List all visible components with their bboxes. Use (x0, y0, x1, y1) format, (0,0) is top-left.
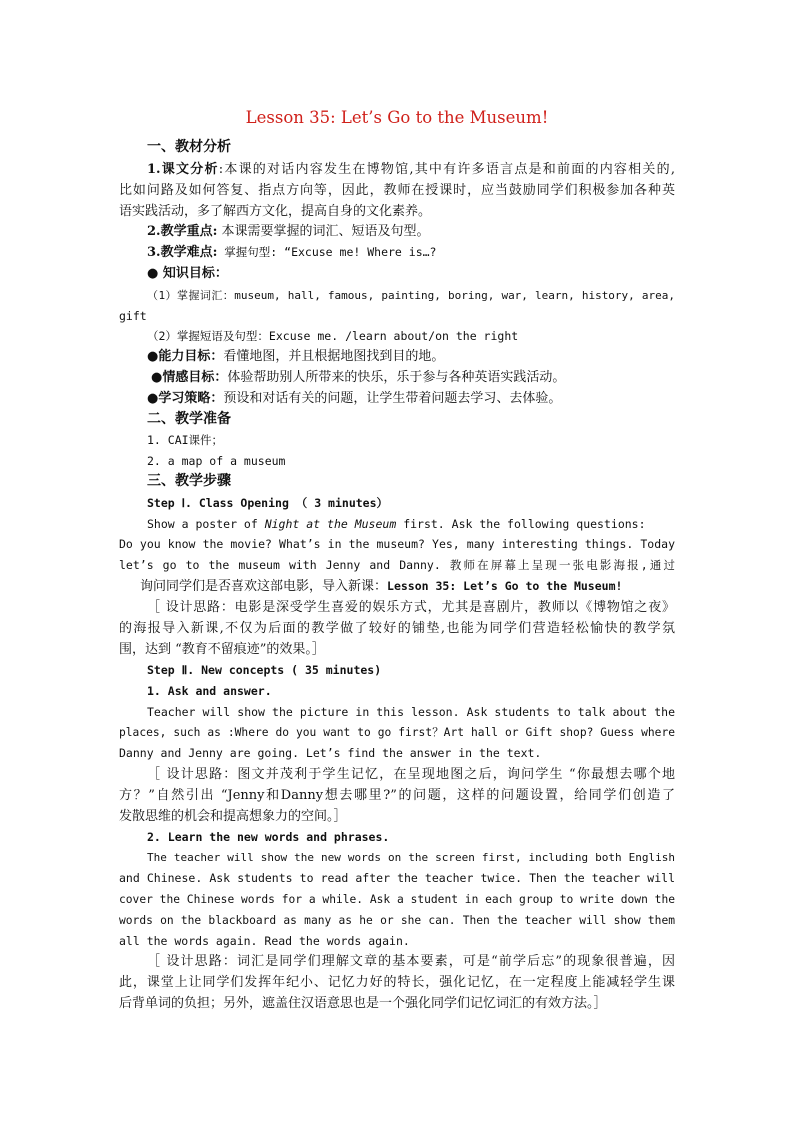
sub-2-line-3: cover the Chinese words for a while. Ask a student in each group to write down the (119, 893, 675, 906)
design-note-1-line-3: 围，达到 “教育不留痕迹”的效果。］ (119, 642, 325, 657)
section-heading-3: 三、教学步骤 (147, 473, 231, 489)
emotion-goal (151, 367, 565, 388)
analysis-label: 1.课文分析 (147, 162, 219, 177)
step-1-line-3: let’s go to the museum with Jenny and Danny. 教师在屏幕上呈现一张电影海报,通过 (119, 558, 675, 572)
design-note-1-line-2: 的海报导入新课,不仅为后面的教学做了较好的铺垫,也能为同学们营造轻松愉快的教学氛 (119, 621, 675, 636)
difficult-points (147, 242, 436, 263)
knowledge-item-1-cont: gift (119, 309, 147, 323)
design-note-3-line-2: 此，课堂上让同学们发挥年纪小、记忆力好的特长，强化记忆，在一定程度上能减轻学生课 (119, 975, 675, 990)
sub-2-line-5: all the words again. Read the words again. (119, 934, 410, 948)
step-1-line-4 (140, 576, 622, 597)
analysis-line-3: 语实践活动，多了解西方文化，提高自身的文化素养。 (119, 204, 432, 219)
design-note-3-line-3: 后背单词的负担；另外，遮盖住汉语意思也是一个强化同学们记忆词汇的有效方法。］ (119, 996, 607, 1011)
step-1-line-1 (147, 514, 651, 535)
learning-strategy-text: 预设和对话有关的问题，让学生带着问题去学习、去体验。 (223, 391, 562, 406)
design-note-2-line-2: 方？”自然引出 “Jenny和Danny想去哪里?”的问题，这样的问题设置，给同学们创造了 (119, 788, 675, 803)
emotion-goal-text: 体验帮助别人所带来的快乐，乐于参与各种英语实践活动。 (227, 370, 566, 385)
lesson-title: Lesson 35: Let’s Go to the Museum! (245, 108, 549, 127)
key-points-label: 2.教学重点: (147, 224, 218, 239)
sub-2-line-2: and Chinese. Ask students to read after the teacher twice. Then the teacher will (119, 871, 675, 885)
design-note-2-line-1: ［ 设计思路：图文并茂利于学生记忆，在呈现地图之后，询问学生 “你最想去哪个地 (147, 767, 675, 782)
section-heading-1: 一、教材分析 (147, 139, 231, 155)
ability-goal (147, 346, 444, 367)
sub-2-line-1: The teacher will show the new words on the screen first, including both English (147, 851, 675, 864)
analysis-text-1: :本课的对话内容发生在博物馆,其中有许多语言点是和前面的内容相关的, (218, 162, 675, 177)
sub-1-heading: 1. Ask and answer. (147, 684, 272, 698)
sub-2-heading: 2. Learn the new words and phrases. (147, 830, 390, 844)
step-1-line-2: Do you know the movie? What’s in the museum? Yes, many interesting things. Today (119, 537, 675, 551)
difficult-points-text: 掌握句型: “Excuse me! Where is…? (217, 245, 437, 259)
sub-2-line-4: words on the blackboard as many as he or she can. Then the teacher will show them (119, 914, 675, 927)
ability-goal-label: ●能力目标： (147, 349, 224, 364)
sub-1-line-2: places, such as :Where do you want to go first？Art hall or Gift shop? Guess where (119, 726, 675, 739)
sub-1-line-3: Danny and Jenny are going. Let’s find the answer in the text. (119, 746, 542, 760)
design-note-2-line-3: 发散思维的机会和提高想象力的空间。］ (119, 809, 347, 824)
knowledge-item-2: （2）掌握短语及句型：Excuse me. /learn about/on the right (147, 329, 519, 343)
analysis-line-2: 比如问路及如何答复、指点方向等，因此，教师在授课时，应当鼓励同学们积极参加各种英 (119, 183, 675, 198)
step-1-heading: Step Ⅰ. Class Opening （ 3 minutes） (147, 496, 389, 510)
design-note-1-line-1: ［ 设计思路：电影是深受学生喜爱的娱乐方式，尤其是喜剧片，教师以《博物馆之夜》 (147, 600, 675, 615)
step-1-intro: 询问同学们是否喜欢这部电影，导入新课： (140, 579, 388, 594)
ability-goal-text: 看懂地图，并且根据地图找到目的地。 (223, 349, 445, 364)
key-points-text: 本课需要掌握的词汇、短语及句型。 (217, 224, 430, 239)
emotion-goal-label: ●情感目标： (151, 370, 228, 385)
sub-1-line-1: Teacher will show the picture in this lesson. Ask students to talk about the (147, 705, 675, 719)
key-points (147, 221, 430, 242)
step-2-heading: Step Ⅱ. New concepts ( 35 minutes) (147, 663, 382, 677)
step-1-lesson: Lesson 35: Let’s Go to the Museum! (387, 579, 623, 593)
difficult-points-label: 3.教学难点: (147, 245, 218, 260)
prep-item-2: 2. a map of a museum (147, 454, 286, 468)
section-heading-2: 二、教学准备 (147, 411, 231, 427)
movie-title: Night at the Museum (264, 517, 397, 531)
learning-strategy (147, 388, 561, 409)
analysis-line-1 (147, 159, 675, 180)
learning-strategy-label: ●学习策略： (147, 391, 224, 406)
knowledge-item-1: （1）掌握词汇：museum, hall, famous, painting, boring, war, learn, history, area, (147, 289, 675, 302)
prep-item-1: 1. CAI课件； (147, 433, 224, 447)
step-1-text-a: Show a poster of (147, 517, 265, 531)
design-note-3-line-1: ［ 设计思路：词汇是同学们理解文章的基本要素，可是“前学后忘”的现象很普遍，因 (147, 954, 675, 969)
step-1-text-b: first. Ask the following questions: (396, 517, 646, 531)
knowledge-goal-label: ● 知识目标： (147, 266, 228, 281)
